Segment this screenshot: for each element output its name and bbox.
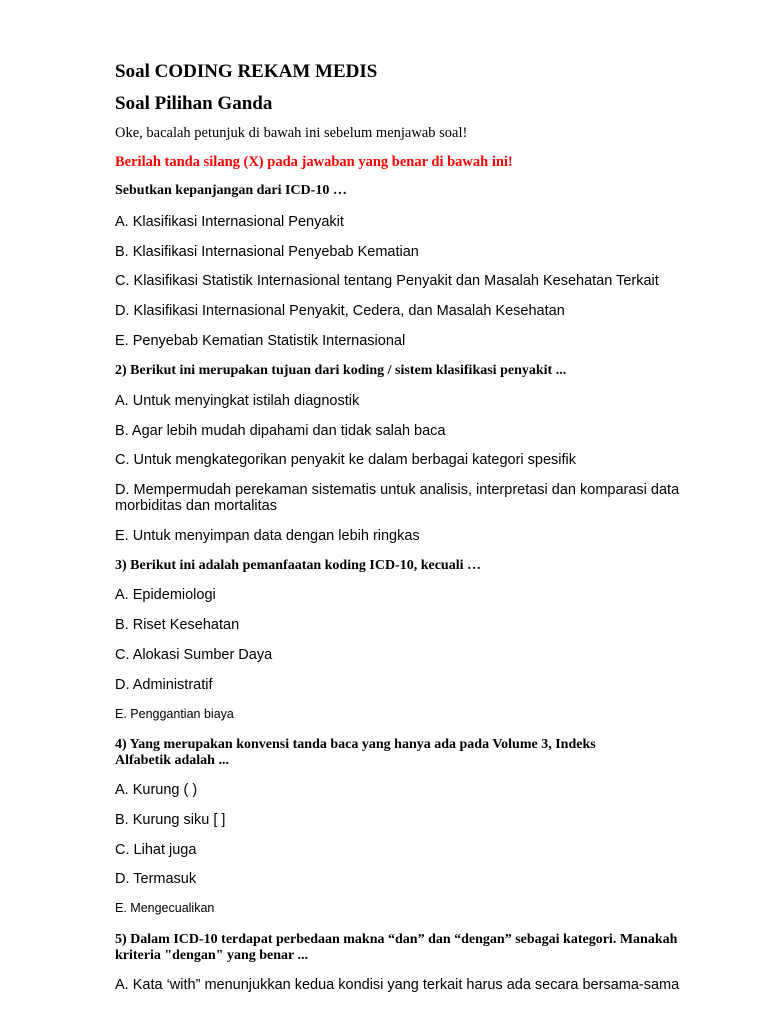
question-1-option-d: D. Klasifikasi Internasional Penyakit, Cedera, dan Masalah Kesehatan bbox=[115, 303, 565, 319]
question-4-option-e: E. Mengecualikan bbox=[115, 901, 215, 915]
page-subtitle: Soal Pilihan Ganda bbox=[115, 93, 273, 114]
question-4-text: 4) Yang merupakan konvensi tanda baca yang hanya ada pada Volume 3, Indeks Alfabetik adalah ... bbox=[115, 737, 596, 768]
question-5-text: 5) Dalam ICD-10 terdapat perbedaan makna “dan” dan “dengan” sebagai kategori. Manakah kriteria "dengan" yang benar ... bbox=[115, 932, 678, 963]
question-4-option-c: C. Lihat juga bbox=[115, 842, 197, 858]
question-3-option-d: D. Administratif bbox=[115, 677, 213, 693]
intro-text: Oke, bacalah petunjuk di bawah ini sebelum menjawab soal! bbox=[115, 125, 468, 141]
question-3-option-e: E. Penggantian biaya bbox=[115, 707, 234, 721]
page-title: Soal CODING REKAM MEDIS bbox=[115, 61, 378, 82]
question-1-option-b: B. Klasifikasi Internasional Penyebab Kematian bbox=[115, 244, 419, 260]
question-3-option-b: B. Riset Kesehatan bbox=[115, 617, 240, 633]
question-4-option-d: D. Termasuk bbox=[115, 871, 197, 887]
question-4-option-a: A. Kurung ( ) bbox=[115, 782, 198, 798]
question-1-option-c: C. Klasifikasi Statistik Internasional tentang Penyakit dan Masalah Kesehatan Terkait bbox=[115, 273, 659, 289]
question-2-option-a: A. Untuk menyingkat istilah diagnostik bbox=[115, 393, 360, 409]
question-5-option-a: A. Kata ‘with” menunjukkan kedua kondisi yang terkait harus ada secara bersama-sama bbox=[115, 977, 680, 993]
question-2-option-c: C. Untuk mengkategorikan penyakit ke dalam berbagai kategori spesifik bbox=[115, 452, 577, 468]
question-1-option-e: E. Penyebab Kematian Statistik Internasional bbox=[115, 333, 406, 349]
question-1-option-a: A. Klasifikasi Internasional Penyakit bbox=[115, 214, 344, 230]
question-2-option-d: D. Mempermudah perekaman sistematis untuk analisis, interpretasi dan komparasi data morbiditas dan mortalitas bbox=[115, 482, 680, 514]
question-1-text: Sebutkan kepanjangan dari ICD-10 … bbox=[115, 183, 347, 198]
question-2-option-b: B. Agar lebih mudah dipahami dan tidak salah baca bbox=[115, 423, 446, 439]
question-2-text: 2) Berikut ini merupakan tujuan dari koding / sistem klasifikasi penyakit ... bbox=[115, 363, 567, 378]
question-2-option-e: E. Untuk menyimpan data dengan lebih ringkas bbox=[115, 528, 420, 544]
instruction-text: Berilah tanda silang (X) pada jawaban yang benar di bawah ini! bbox=[115, 154, 513, 170]
question-4-option-b: B. Kurung siku [ ] bbox=[115, 812, 226, 828]
question-3-text: 3) Berikut ini adalah pemanfaatan koding ICD-10, kecuali … bbox=[115, 558, 481, 573]
question-3-option-a: A. Epidemiologi bbox=[115, 587, 216, 603]
question-3-option-c: C. Alokasi Sumber Daya bbox=[115, 647, 273, 663]
